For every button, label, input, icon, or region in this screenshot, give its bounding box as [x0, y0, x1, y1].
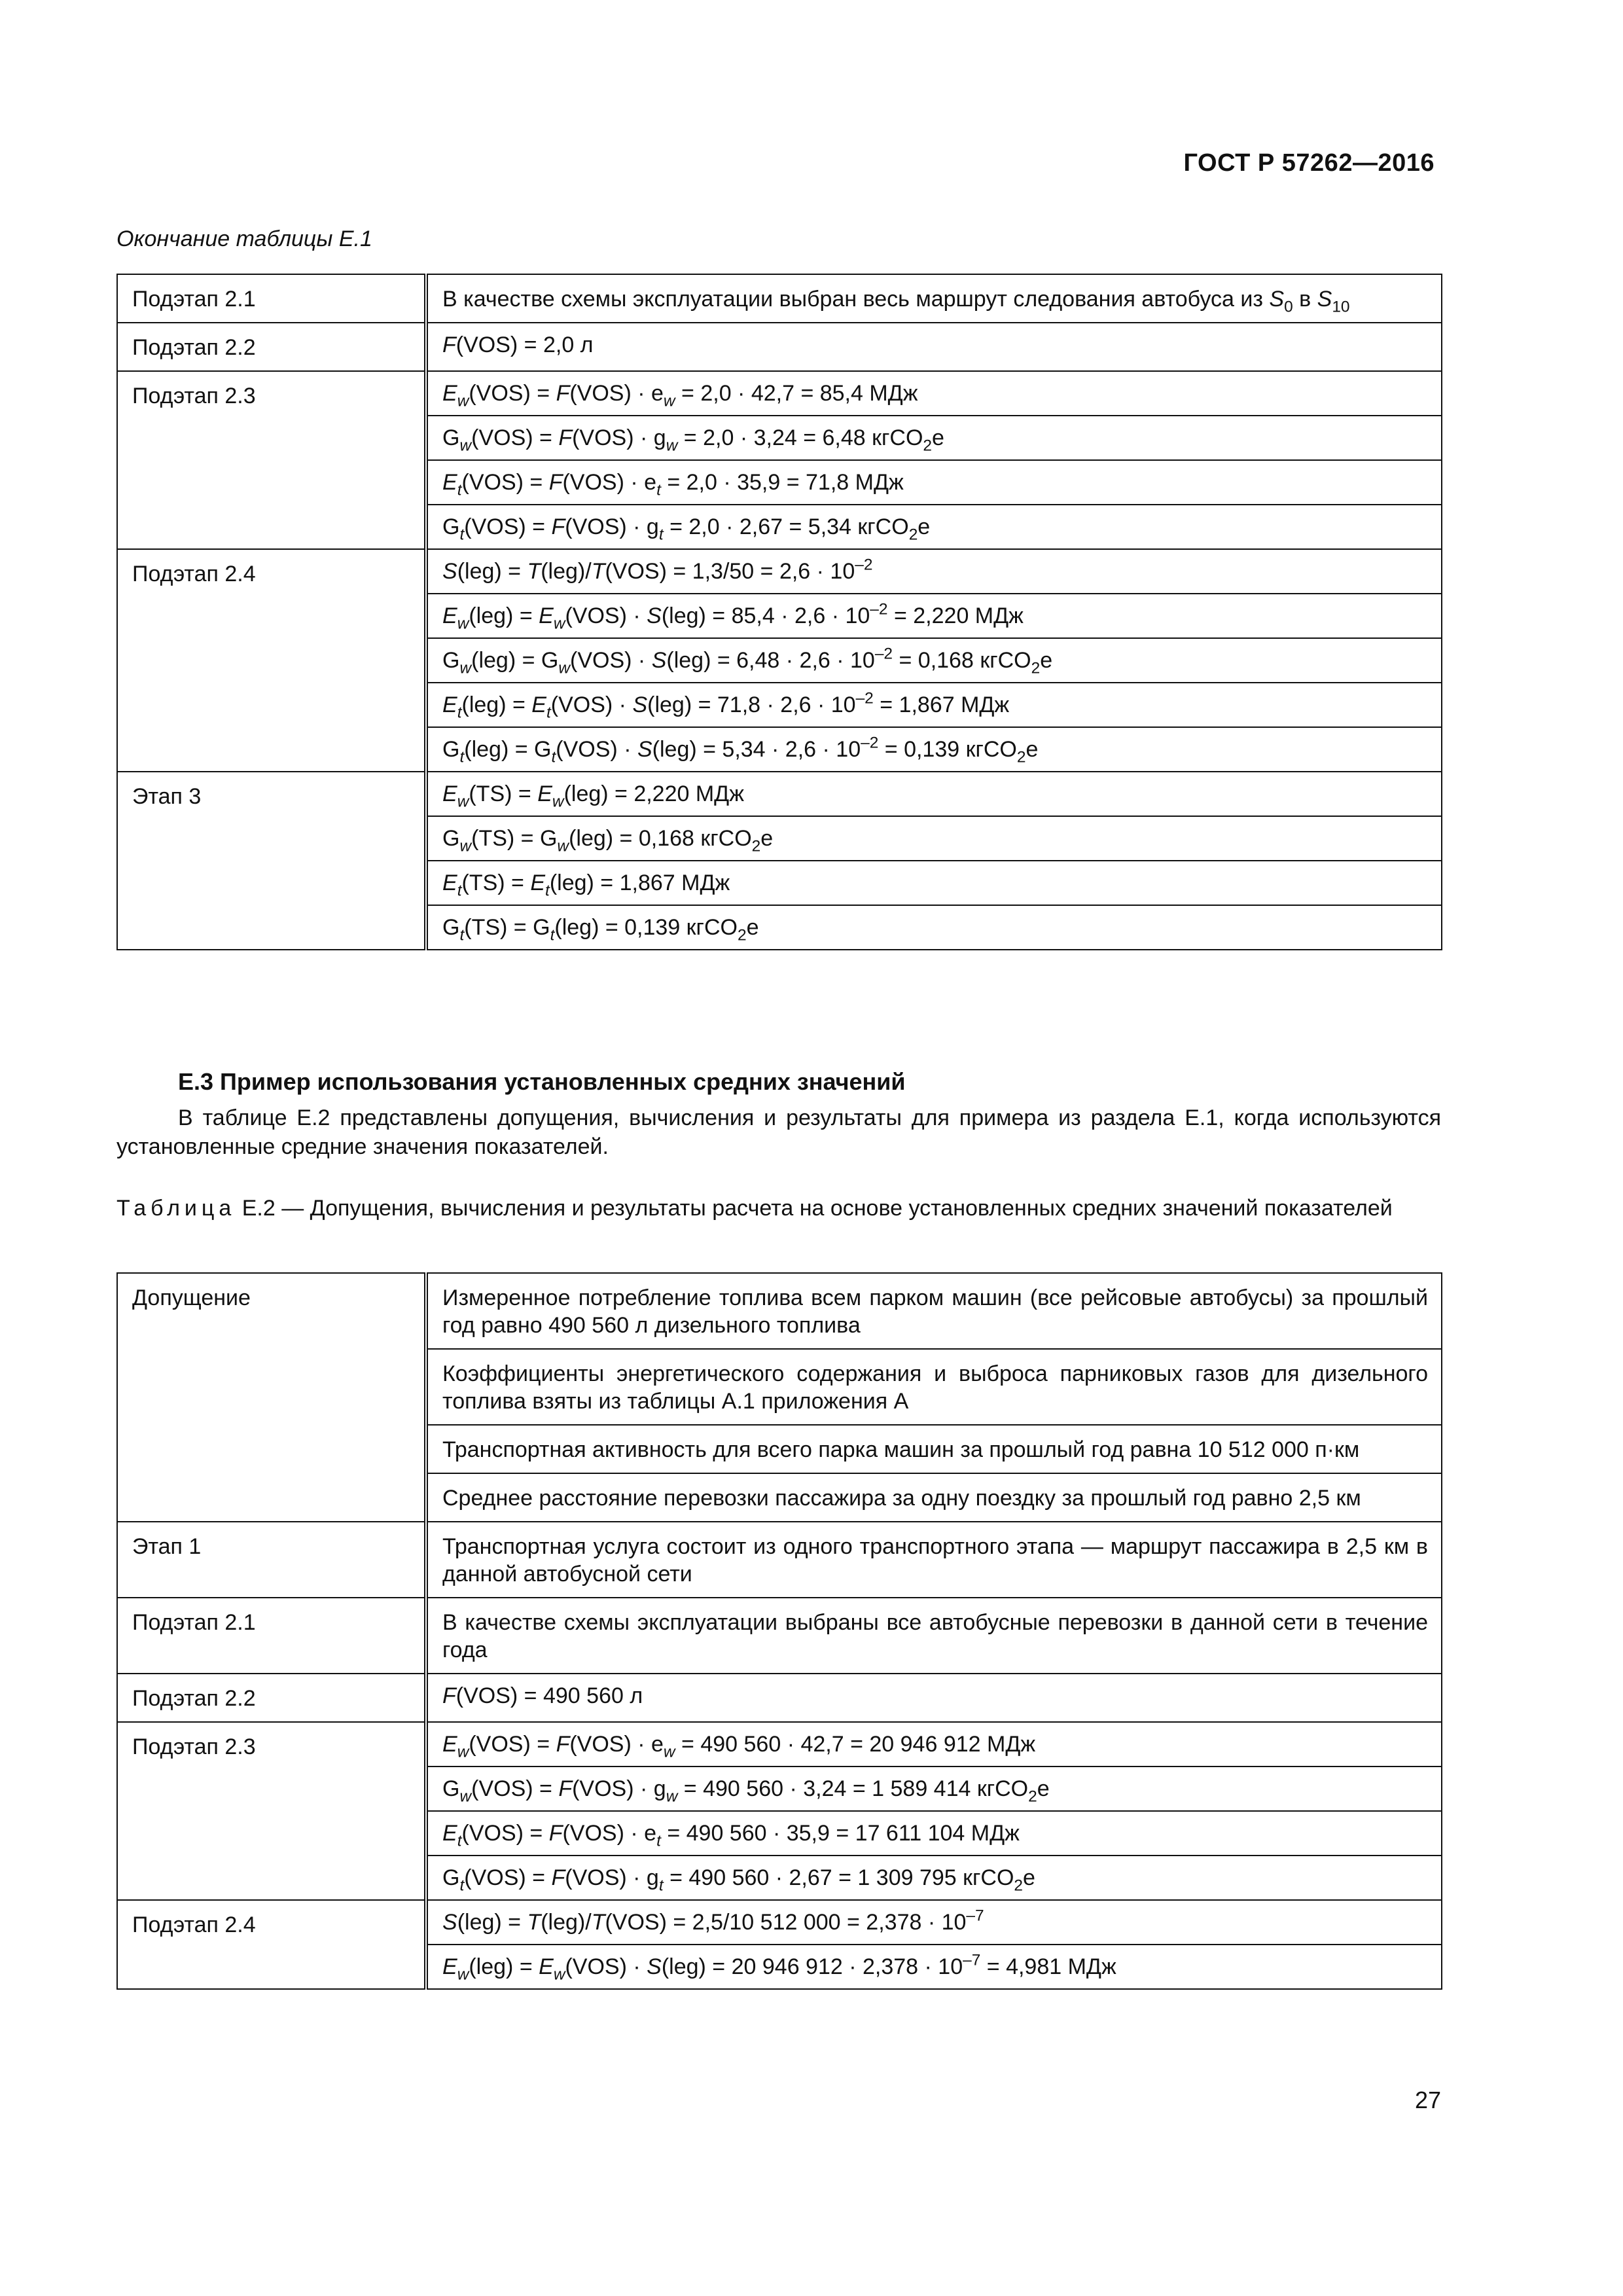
table-e2-row-label: Этап 1 [117, 1522, 426, 1598]
table-e2-row-value: F(VOS) = 490 560 л [426, 1674, 1442, 1722]
table-e1-row-value: В качестве схемы эксплуатации выбран весь маршрут следования автобуса из $S_0$ в $S_{10}$ [426, 274, 1442, 323]
table-e2-row-label: Допущение [117, 1273, 426, 1522]
table-e1-row-value: $G_t(TS) = G_t(leg) = 0,139$ кгCO$_2$e [426, 905, 1442, 950]
table-row [117, 1722, 1442, 1767]
table-e2-caption-label: Таблица [116, 1196, 236, 1221]
table-row [117, 1522, 1442, 1598]
table-e1-row-label: Подэтап 2.2 [117, 323, 426, 371]
table-e2-row-value: S(leg) = T(leg)/T(VOS) = 2,5/10 512 $000 = 2,378 \cdot 10^{-7}$ [426, 1900, 1442, 1945]
table-e2-row-label: Подэтап 2.3 [117, 1722, 426, 1900]
table-e2-row-value: Коэффициенты энергетического содержания и выброса парниковых газов для дизельного топлива взяты из таблицы А.1 приложения А [426, 1349, 1442, 1425]
table-e2-row-value: Измеренное потребление топлива всем парком машин (все рейсовые автобусы) за прошлый год равно 490 560 л дизельного топлива [426, 1273, 1442, 1349]
table-e1-row-value: $G_w(TS) = G_w(leg) = 0,168$ кгCO$_2$e [426, 816, 1442, 861]
table-e2-row-value: $E_w(VOS) = F(VOS) \cdot e_w = 490$ 560 · 42,7 = 20 946 912 МДж [426, 1722, 1442, 1767]
table-e1-row-value: $E_w(VOS) = F(VOS) \cdot e_w = 2,0 \cdot 42,7 = 85,4$ МДж [426, 371, 1442, 416]
table-e1-row-value: $G_t(VOS) = F(VOS) \cdot g_t = 2,0 \cdot 2,67 = 5,34$ кгCO$_2$e [426, 505, 1442, 549]
page-header-standard: ГОСТ Р 57262—2016 [1183, 149, 1435, 177]
table-e1-row-label: Этап 3 [117, 772, 426, 950]
table-e1-row-label: Подэтап 2.3 [117, 371, 426, 549]
table-e1-row-value: F(VOS) = 2,0 л [426, 323, 1442, 371]
table-row [117, 274, 1442, 323]
table-e1-row-value: $E_w(leg) = E_w(VOS) \cdot S(leg) = 85,4 \cdot 2,6 \cdot 10^{-2} = 2,220$ МДж [426, 594, 1442, 638]
table-e1-row-value: $S(leg) = T(leg)/T(VOS) = 1,3/50 = 2,6 \cdot 10^{-2}$ [426, 549, 1442, 594]
section-heading-e3: Е.3 Пример использования установленных средних значений [178, 1068, 906, 1095]
table-e1-row-value: $G_w(leg) = G_w(VOS) \cdot S(leg) = 6,48 \cdot 2,6 \cdot 10^{-2} = 0,168$ кгCO$_2$e [426, 638, 1442, 683]
table-row [117, 772, 1442, 816]
table-e2-caption [116, 1194, 1441, 1223]
table-e2-row-value: Транспортная активность для всего парка машин за прошлый год равна 10 512 000 п·км [426, 1425, 1442, 1473]
table-e2-row-label: Подэтап 2.2 [117, 1674, 426, 1722]
table-e2 [116, 1272, 1442, 1990]
table-row [117, 1900, 1442, 1945]
table-e2-row-value: Транспортная услуга состоит из одного транспортного этапа — маршрут пассажира в 2,5 км в данной автобусной сети [426, 1522, 1442, 1598]
table-e1-row-value: $E_w(TS) = E_w(leg) = 2,220$ МДж [426, 772, 1442, 816]
table-e2-row-label: Подэтап 2.4 [117, 1900, 426, 1989]
table-e1-row-value: $G_t(leg) = G_t(VOS) \cdot S(leg) = 5,34 \cdot 2,6 \cdot 10^{-2} = 0,139$ кгCO$_2$e [426, 727, 1442, 772]
table-row [117, 323, 1442, 371]
table-e2-caption-text: Е.2 — Допущения, вычисления и результаты расчета на основе установленных средних значений показателей [236, 1196, 1393, 1221]
table-e1-row-value: $E_t(TS) = E_t(leg) = 1,867$ МДж [426, 861, 1442, 905]
section-paragraph: В таблице Е.2 представлены допущения, вычисления и результаты для примера из раздела Е.1, когда используются установленные средние значения показателей. [116, 1105, 1441, 1159]
table-e1-row-value: $G_w(VOS) = F(VOS) \cdot g_w = 2,0 \cdot 3,24 = 6,48$ кгCO$_2$e [426, 416, 1442, 460]
table-row [117, 1273, 1442, 1349]
table-e2-row-value: $G_t(VOS) = F(VOS) \cdot g_t = 490$ 560 · 2,67 = 1 309 795 кгCO$_2$e [426, 1856, 1442, 1900]
table-e2-row-value: $G_w(VOS) = F(VOS) \cdot g_w = 490$ 560 · 3,24 = 1 589 414 кгCO$_2$e [426, 1767, 1442, 1811]
table-e2-row-value: Среднее расстояние перевозки пассажира за одну поездку за прошлый год равно 2,5 км [426, 1473, 1442, 1522]
table-row [117, 371, 1442, 416]
table-row [117, 1598, 1442, 1674]
table-e1-row-value: $E_t(VOS) = F(VOS) \cdot e_t = 2,0 \cdot 35,9 = 71,8$ МДж [426, 460, 1442, 505]
table-e1-row-label: Подэтап 2.4 [117, 549, 426, 772]
table-row [117, 1674, 1442, 1722]
table-e2-row-label: Подэтап 2.1 [117, 1598, 426, 1674]
table-row [117, 549, 1442, 594]
table-e2-row-value: $E_w(leg) = E_w(VOS) \cdot S(leg) = 20$ 946 $912 \cdot 2,378 \cdot 10^{-7} = 4,981$ МДж [426, 1945, 1442, 1989]
table-e1-row-label: Подэтап 2.1 [117, 274, 426, 323]
table-e2-row-value: В качестве схемы эксплуатации выбраны все автобусные перевозки в данной сети в течение года [426, 1598, 1442, 1674]
table-e1-caption: Окончание таблицы Е.1 [116, 226, 372, 251]
table-e1-row-value: $E_t(leg) = E_t(VOS) \cdot S(leg) = 71,8 \cdot 2,6 \cdot 10^{-2} = 1,867$ МДж [426, 683, 1442, 727]
table-e1-continuation [116, 274, 1442, 950]
table-e2-row-value: $E_t(VOS) = F(VOS) \cdot e_t = 490$ 560 · 35,9 = 17 611 104 МДж [426, 1811, 1442, 1856]
page-number: 27 [1414, 2087, 1441, 2113]
